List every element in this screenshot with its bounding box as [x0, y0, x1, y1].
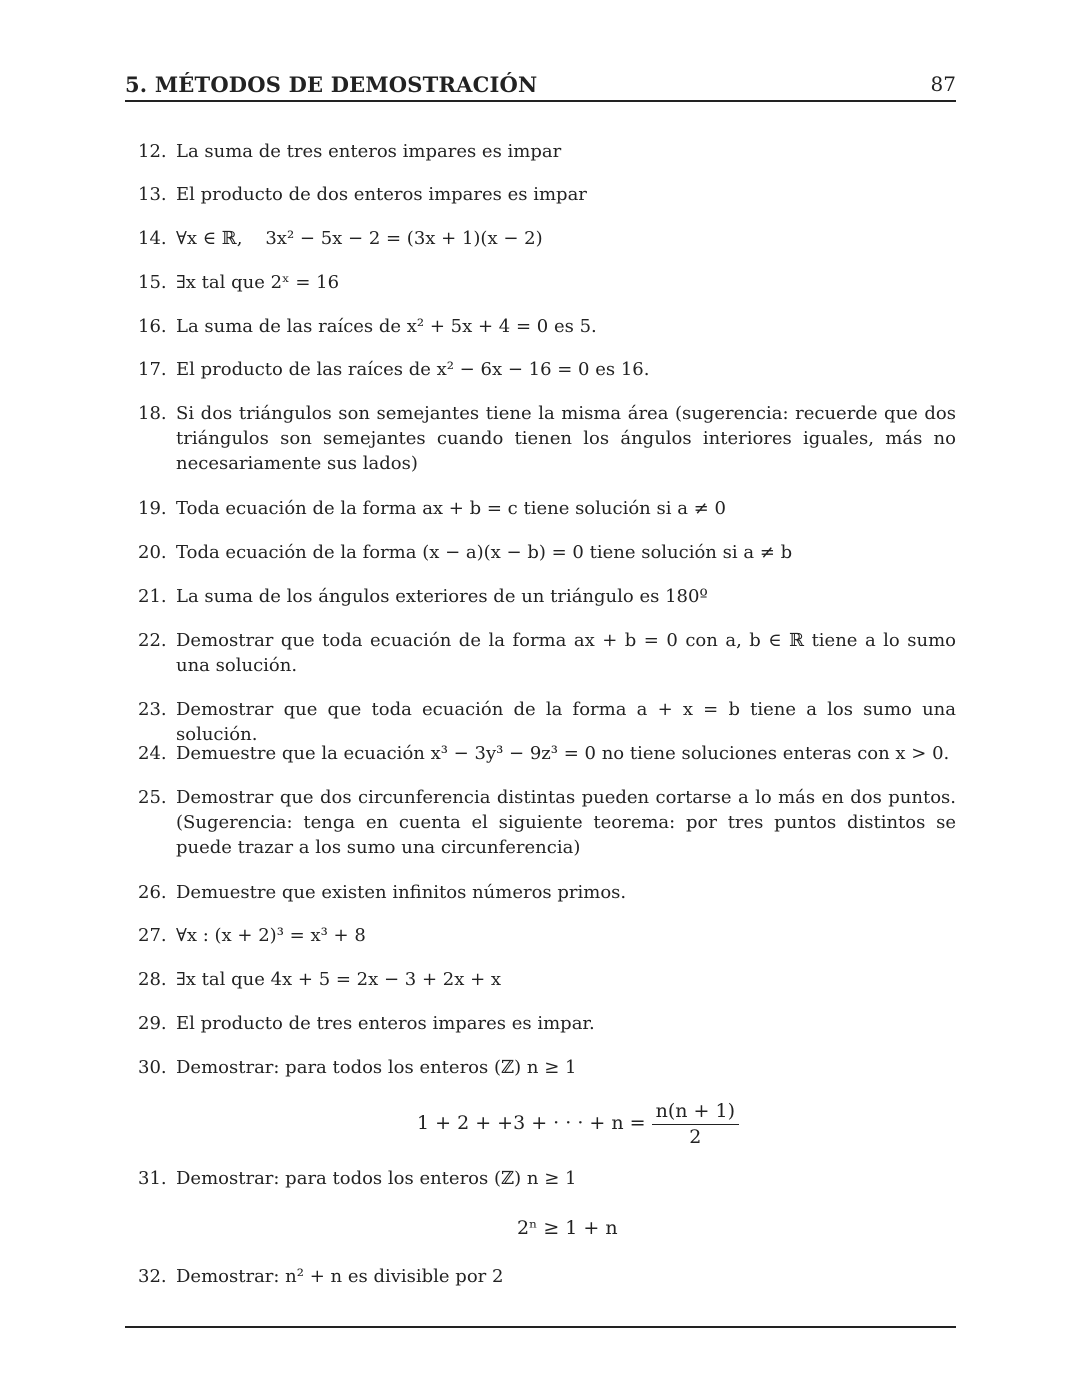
exercise-item: [138, 628, 956, 678]
item-number: 27.: [138, 925, 167, 946]
exercise-item: [138, 357, 956, 382]
exercise-item: [138, 1264, 956, 1289]
item-number: 15.: [138, 272, 167, 293]
item-number: 28.: [138, 969, 167, 990]
item-number: 22.: [138, 630, 167, 651]
item-number: 24.: [138, 743, 167, 764]
item-number: 18.: [138, 403, 167, 424]
item-number: 29.: [138, 1013, 167, 1034]
item-number: 30.: [138, 1057, 167, 1078]
exercise-item: [138, 226, 956, 251]
item-number: 13.: [138, 184, 167, 205]
item-text: Demostrar: n² + n es divisible por 2: [176, 1266, 504, 1287]
exercise-item: [138, 697, 956, 747]
fraction-denominator: 2: [689, 1126, 702, 1148]
exercise-item: [138, 785, 956, 860]
item-text: Demuestre que la ecuación x³ − 3y³ − 9z³ = 0 no tiene soluciones enteras con x > 0.: [176, 743, 950, 764]
item-number: 31.: [138, 1168, 167, 1189]
page-header: [125, 72, 956, 102]
exercise-item: [138, 584, 956, 609]
item-text: ∃x tal que 4x + 5 = 2x − 3 + 2x + x: [176, 969, 502, 990]
exercise-item: [138, 314, 956, 339]
item-number: 20.: [138, 542, 167, 563]
exercise-item: [138, 1166, 956, 1191]
item-number: 16.: [138, 316, 167, 337]
item-number: 19.: [138, 498, 167, 519]
item-text: Toda ecuación de la forma ax + b = c tiene solución si a ≠ 0: [176, 498, 726, 519]
item-text: Demostrar: para todos los enteros (ℤ) n ≥ 1: [176, 1057, 577, 1078]
exercise-item: [138, 496, 956, 521]
item-text: La suma de las raíces de x² + 5x + 4 = 0 es 5.: [176, 316, 597, 337]
item-number: 12.: [138, 141, 167, 162]
equation-lhs: 1 + 2 + +3 + · · · + n =: [417, 1112, 646, 1134]
exercise-item: [138, 1011, 956, 1036]
exercise-item: [138, 401, 956, 476]
exercise-item: [138, 540, 956, 565]
display-equation-31: 2ⁿ ≥ 1 + n: [517, 1217, 618, 1239]
item-text: El producto de dos enteros impares es impar: [176, 184, 587, 205]
item-text: ∀x ∈ ℝ, 3x² − 5x − 2 = (3x + 1)(x − 2): [176, 228, 543, 249]
item-text: Toda ecuación de la forma (x − a)(x − b) = 0 tiene solución si a ≠ b: [176, 542, 793, 563]
item-text: Demostrar que toda ecuación de la forma ax + b = 0 con a, b ∈ ℝ tiene a lo sumo una solución.: [176, 630, 956, 676]
item-number: 32.: [138, 1266, 167, 1287]
footer-rule: [125, 1326, 956, 1328]
item-text: Si dos triángulos son semejantes tiene la misma área (sugerencia: recuerde que dos triángulos son semejantes cuando tienen los ángulos interiores iguales, más no necesariamente sus lados): [176, 403, 956, 474]
chapter-title: 5. MÉTODOS DE DEMOSTRACIÓN: [125, 72, 538, 97]
item-text: ∀x : (x + 2)³ = x³ + 8: [176, 925, 366, 946]
item-text: El producto de tres enteros impares es impar.: [176, 1013, 595, 1034]
fraction-numerator: n(n + 1): [652, 1100, 739, 1125]
item-text: La suma de los ángulos exteriores de un triángulo es 180º: [176, 586, 708, 607]
item-text: Demuestre que existen infinitos números primos.: [176, 882, 627, 903]
exercise-item: [138, 270, 956, 295]
item-number: 25.: [138, 787, 167, 808]
item-number: 21.: [138, 586, 167, 607]
display-equation-30: [417, 1100, 739, 1148]
item-text: El producto de las raíces de x² − 6x − 16 = 0 es 16.: [176, 359, 650, 380]
fraction: [652, 1100, 739, 1148]
item-number: 26.: [138, 882, 167, 903]
item-text: Demostrar que que toda ecuación de la forma a + x = b tiene a los sumo una solución.: [176, 699, 956, 745]
item-text: Demostrar: para todos los enteros (ℤ) n ≥ 1: [176, 1168, 577, 1189]
exercise-item: [138, 1055, 956, 1080]
exercise-item: [138, 967, 956, 992]
item-number: 17.: [138, 359, 167, 380]
item-text: La suma de tres enteros impares es impar: [176, 141, 562, 162]
exercise-item: [138, 923, 956, 948]
item-text: ∃x tal que 2ˣ = 16: [176, 272, 340, 293]
exercise-item: [138, 741, 956, 766]
exercise-item: [138, 182, 956, 207]
page-number: 87: [930, 72, 956, 96]
item-number: 14.: [138, 228, 167, 249]
exercise-item: [138, 139, 956, 164]
item-number: 23.: [138, 699, 167, 720]
item-text: Demostrar que dos circunferencia distintas pueden cortarse a lo más en dos puntos. (Sugerencia: tenga en cuenta el siguiente teorema: por tres puntos distintos se puede trazar a los sumo una circunferencia): [176, 787, 956, 858]
exercise-item: [138, 880, 956, 905]
